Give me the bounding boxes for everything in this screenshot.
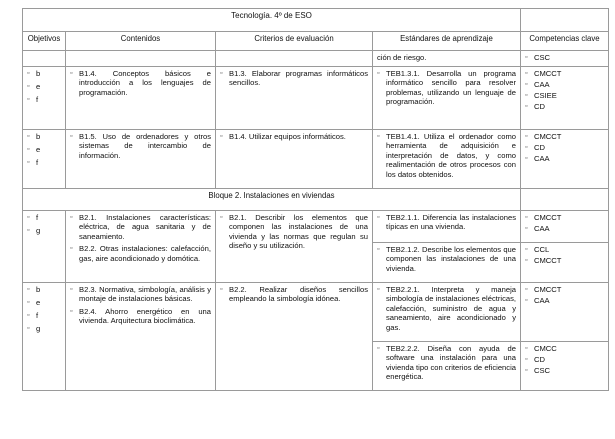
list-item: ▫ CMCCT [525,69,604,78]
header-contenidos: Contenidos [66,32,216,51]
list-item: ▫ TEB1.3.1. Desarrolla un programa informático sencillo para resolver problemas, utilizando un lenguaje de programación. [377,69,516,107]
estandar-cell [373,282,521,341]
list-item: ▫ f [27,158,61,167]
objetivos-list [27,285,61,333]
competencias-cell [521,242,609,282]
list-item: ▫ CD [525,102,604,111]
list-item: ▫ CCL [525,245,604,254]
table-row [23,210,609,242]
table-row [23,66,609,129]
objetivos-list [27,69,61,104]
list-item: ▫ B2.2. Realizar diseños sencillos empleando la simbología idónea. [220,285,368,304]
list-item: ▫ CAA [525,80,604,89]
estandar-cell [373,66,521,129]
block-title: Bloque 2. Instalaciones en viviendas [23,188,521,210]
criterios-list [220,285,368,304]
list-item: ▫ CAA [525,296,604,305]
list-item: ▫ TEB2.1.1. Diferencia las instalaciones típicas en una vivienda. [377,213,516,232]
list-item: ▫ TEB1.4.1. Utiliza el ordenador como herramienta de adquisición e interpretación de datos, y como realimentación de otros procesos con los datos obtenidos. [377,132,516,179]
estandar-cell [373,129,521,188]
competencias-cell [521,210,609,242]
list-item: ▫ B2.1. Instalaciones características: eléctrica, de agua sanitaria y de saneamiento. [70,213,211,241]
estandar-list [377,245,516,273]
list-item: ▫ CSC [525,53,604,62]
competencias-cell [521,51,609,67]
list-item: ▫ b [27,285,61,294]
objetivos-list [27,132,61,167]
competencias-list [525,213,604,233]
estandar-list [377,132,516,179]
criterios-cell [216,210,373,282]
objetivos-list [27,213,61,235]
estandar-cell [373,341,521,390]
contenidos-list [70,132,211,160]
list-item: ▫ CD [525,143,604,152]
list-item: ▫ e [27,82,61,91]
objetivos-cell [23,282,66,390]
contenidos-cell [66,66,216,129]
contenidos-cell [66,51,216,67]
table-row [23,282,609,341]
estandar-cell [373,210,521,242]
competencias-cell [521,282,609,341]
list-item: ▫ TEB2.2.2. Diseña con ayuda de software una instalación para una vivienda tipo con criterios de eficiencia energética. [377,344,516,382]
contenidos-list [70,69,211,97]
competencias-list [525,344,604,375]
list-item: ▫ B1.4. Conceptos básicos e introducción a los lenguajes de programación. [70,69,211,97]
block-empty-cell [521,188,609,210]
table-title: Tecnología. 4º de ESO [23,9,521,32]
contenidos-list [70,213,211,263]
list-item: ▫ B2.3. Normativa, simbología, análisis y montaje de instalaciones básicas. [70,285,211,304]
objetivos-cell [23,51,66,67]
competencias-list [525,285,604,305]
criterios-cell [216,51,373,67]
criterios-list [220,132,368,141]
criterios-cell [216,66,373,129]
contenidos-list [70,285,211,326]
block-title-row [23,188,609,210]
header-objetivos: Objetivos [23,32,66,51]
list-item: ▫ g [27,226,61,235]
list-item: ▫ CSIEE [525,91,604,100]
criterios-list [220,69,368,88]
list-item: ▫ g [27,324,61,333]
list-item: ▫ e [27,298,61,307]
competencias-cell [521,66,609,129]
criterios-list [220,213,368,251]
objetivos-cell [23,129,66,188]
estandar-text: ción de riesgo. [377,53,427,62]
competencias-cell [521,341,609,390]
list-item: ▫ TEB2.2.1. Interpreta y maneja simbología de instalaciones eléctricas, calefacción, suministro de agua y saneamiento, aire acondicionado y gas. [377,285,516,332]
estandar-cell [373,51,521,67]
contenidos-cell [66,282,216,390]
list-item: ▫ e [27,145,61,154]
header-row [23,32,609,51]
estandar-list [377,285,516,332]
list-item: ▫ B1.5. Uso de ordenadores y otros sistemas de intercambio de información. [70,132,211,160]
list-item: ▫ f [27,311,61,320]
list-item: ▫ CSC [525,366,604,375]
list-item: ▫ B2.2. Otras instalaciones: calefacción, gas, aire acondicionado y domótica. [70,244,211,263]
objetivos-cell [23,66,66,129]
list-item: ▫ B1.4. Utilizar equipos informáticos. [220,132,368,141]
list-item: ▫ b [27,132,61,141]
list-item: ▫ CD [525,355,604,364]
criterios-cell [216,282,373,390]
list-item: ▫ CMCC [525,344,604,353]
title-empty-cell [521,9,609,32]
table-title-row [23,9,609,32]
header-criterios: Criterios de evaluación [216,32,373,51]
list-item: ▫ CAA [525,154,604,163]
competencias-cell [521,129,609,188]
list-item: ▫ B2.4. Ahorro energético en una vivienda. Arquitectura bioclimática. [70,307,211,326]
estandar-list [377,213,516,232]
contenidos-cell [66,210,216,282]
header-competencias: Competencias clave [521,32,609,51]
contenidos-cell [66,129,216,188]
header-estandares: Estándares de aprendizaje [373,32,521,51]
list-item: ▫ CAA [525,224,604,233]
competencias-list [525,245,604,265]
list-item: ▫ b [27,69,61,78]
estandar-list [377,344,516,382]
list-item: ▫ CMCCT [525,285,604,294]
competencias-list [525,53,604,62]
competencias-list [525,132,604,163]
competencias-list [525,69,604,111]
table-row [23,129,609,188]
estandar-list [377,69,516,107]
table-row [23,51,609,67]
list-item: ▫ B1.3. Elaborar programas informáticos sencillos. [220,69,368,88]
list-item: ▫ f [27,95,61,104]
list-item: ▫ CMCCT [525,213,604,222]
list-item: ▫ B2.1. Describir los elementos que componen las instalaciones de una vivienda y las normas que regulan su diseño y su utilización. [220,213,368,251]
list-item: ▫ f [27,213,61,222]
objetivos-cell [23,210,66,282]
list-item: ▫ TEB2.1.2. Describe los elementos que componen las instalaciones de una vivienda. [377,245,516,273]
list-item: ▫ CMCCT [525,132,604,141]
curriculum-table [22,8,609,391]
estandar-cell [373,242,521,282]
criterios-cell [216,129,373,188]
list-item: ▫ CMCCT [525,256,604,265]
